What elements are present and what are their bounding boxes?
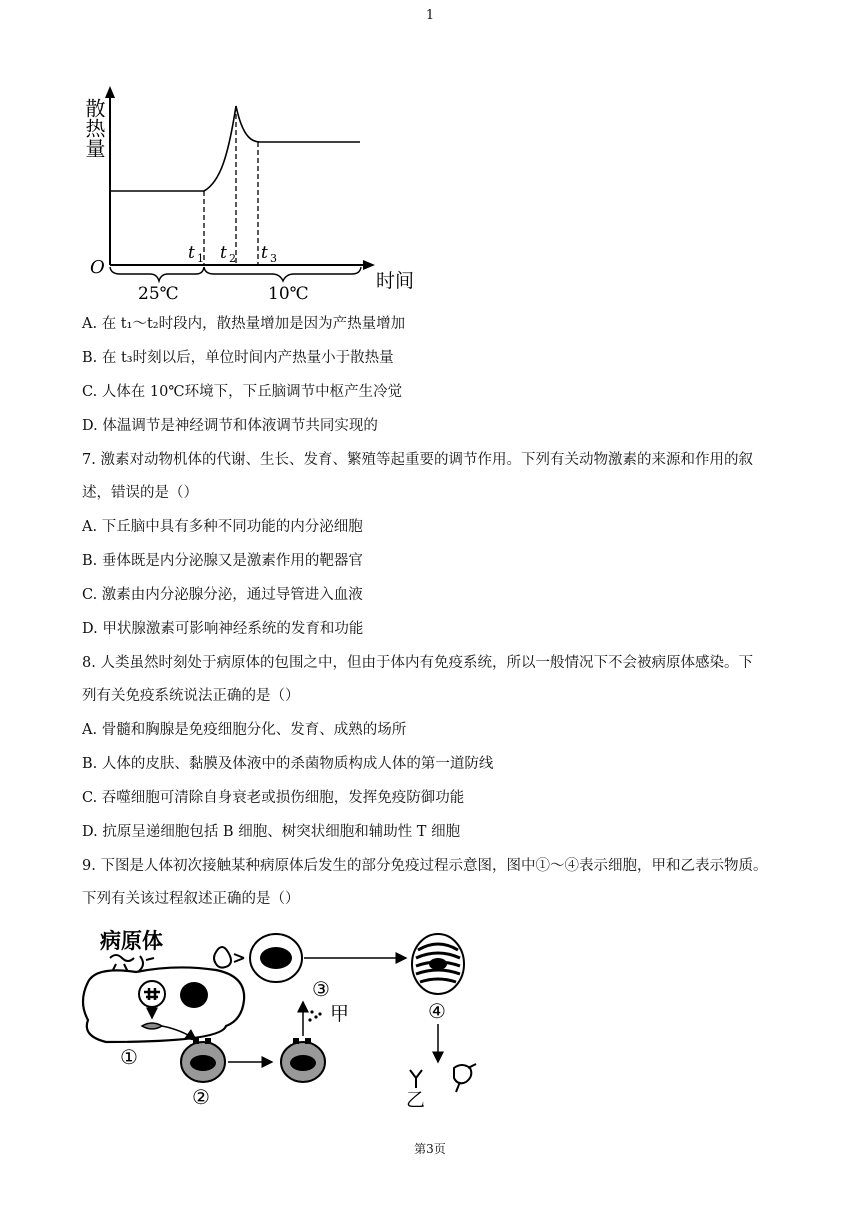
heat-curve — [110, 106, 360, 191]
q6-option-a: A. 在 t₁～t₂时段内，散热量增加是因为产热量增加 — [82, 316, 406, 332]
cell-1-label: ① — [120, 1045, 138, 1069]
phagosome — [139, 981, 165, 1007]
t3-subscript: 3 — [270, 252, 277, 265]
q8-stem-line1: 8. 人类虽然时刻处于病原体的包围之中，但由于体内有免疫系统，所以一般情况下不会被病原体感染。下 — [82, 655, 753, 671]
t3-label: t — [261, 243, 268, 263]
y-axis-label: 散热量 — [82, 98, 106, 158]
t1-subscript: 1 — [197, 252, 204, 265]
cell-2-label: ② — [192, 1085, 210, 1109]
q8-option-b: B. 人体的皮肤、黏膜及体液中的杀菌物质构成人体的第一道防线 — [82, 756, 494, 772]
q9-stem-line1: 9. 下图是人体初次接触某种病原体后发生的部分免疫过程示意图，图中①～④表示细胞，甲和乙表示物质。 — [82, 858, 768, 874]
origin-label: O — [90, 257, 105, 278]
q8-option-d: D. 抗原呈递细胞包括 B 细胞、树突状细胞和辅助性 T 细胞 — [82, 824, 461, 840]
q8-option-a: A. 骨髓和胸腺是免疫细胞分化、发育、成熟的场所 — [82, 722, 407, 738]
q9-stem-line2: 下列有关该过程叙述正确的是（） — [82, 891, 300, 907]
cell-1-phagocyte — [83, 967, 244, 1042]
brace-10c — [204, 267, 361, 281]
q6-option-c: C. 人体在 10℃环境下，下丘脑调节中枢产生冷觉 — [82, 384, 403, 400]
antigen-on-bcell — [214, 947, 244, 968]
y-axis-arrow — [105, 86, 115, 98]
pathogen-label: 病原体 — [100, 928, 163, 953]
q7-stem-line1: 7. 激素对动物机体的代谢、生长、发育、繁殖等起重要的调节作用。下列有关动物激素的来源和作用的叙 — [82, 452, 753, 468]
heat-dissipation-figure — [80, 82, 425, 304]
page-footer: 第3页 — [414, 1142, 446, 1156]
t2-label: t — [220, 243, 227, 263]
antibody-antigen-complex — [454, 1064, 476, 1092]
substance-yi-label: 乙 — [406, 1089, 426, 1111]
cell-4-label: ④ — [428, 999, 446, 1023]
q6-option-b: B. 在 t₃时刻以后，单位时间内产热量小于散热量 — [82, 350, 394, 366]
cell-1-nucleus — [180, 982, 208, 1008]
temp-10c-label: 10℃ — [268, 284, 309, 304]
page-top-number: 1 — [425, 8, 435, 23]
q7-option-b: B. 垂体既是内分泌腺又是激素作用的靶器官 — [82, 553, 363, 569]
q8-stem-line2: 列有关免疫系统说法正确的是（） — [82, 688, 300, 704]
q7-option-d: D. 甲状腺激素可影响神经系统的发育和功能 — [82, 621, 364, 637]
t2-subscript: 2 — [229, 252, 236, 265]
x-axis-label: 时间 — [376, 270, 415, 292]
x-axis-arrow — [363, 260, 375, 270]
antigen-fragment — [142, 1023, 162, 1029]
cell-4-plasma-cell — [412, 934, 464, 994]
q7-option-a: A. 下丘脑中具有多种不同功能的内分泌细胞 — [82, 519, 363, 535]
immune-process-figure — [76, 920, 496, 1115]
antibody-icon — [410, 1070, 422, 1088]
q7-stem-line2: 述，错误的是（） — [82, 485, 198, 501]
t1-label: t — [188, 243, 195, 263]
cell-3-label: ③ — [312, 977, 330, 1001]
brace-25c — [110, 267, 204, 281]
q7-option-c: C. 激素由内分泌腺分泌，通过导管进入血液 — [82, 587, 363, 603]
q8-option-c: C. 吞噬细胞可清除自身衰老或损伤细胞，发挥免疫防御功能 — [82, 790, 465, 806]
temp-25c-label: 25℃ — [138, 284, 179, 304]
q6-option-d: D. 体温调节是神经调节和体液调节共同实现的 — [82, 418, 378, 434]
substance-jia-label: 甲 — [330, 1003, 350, 1025]
